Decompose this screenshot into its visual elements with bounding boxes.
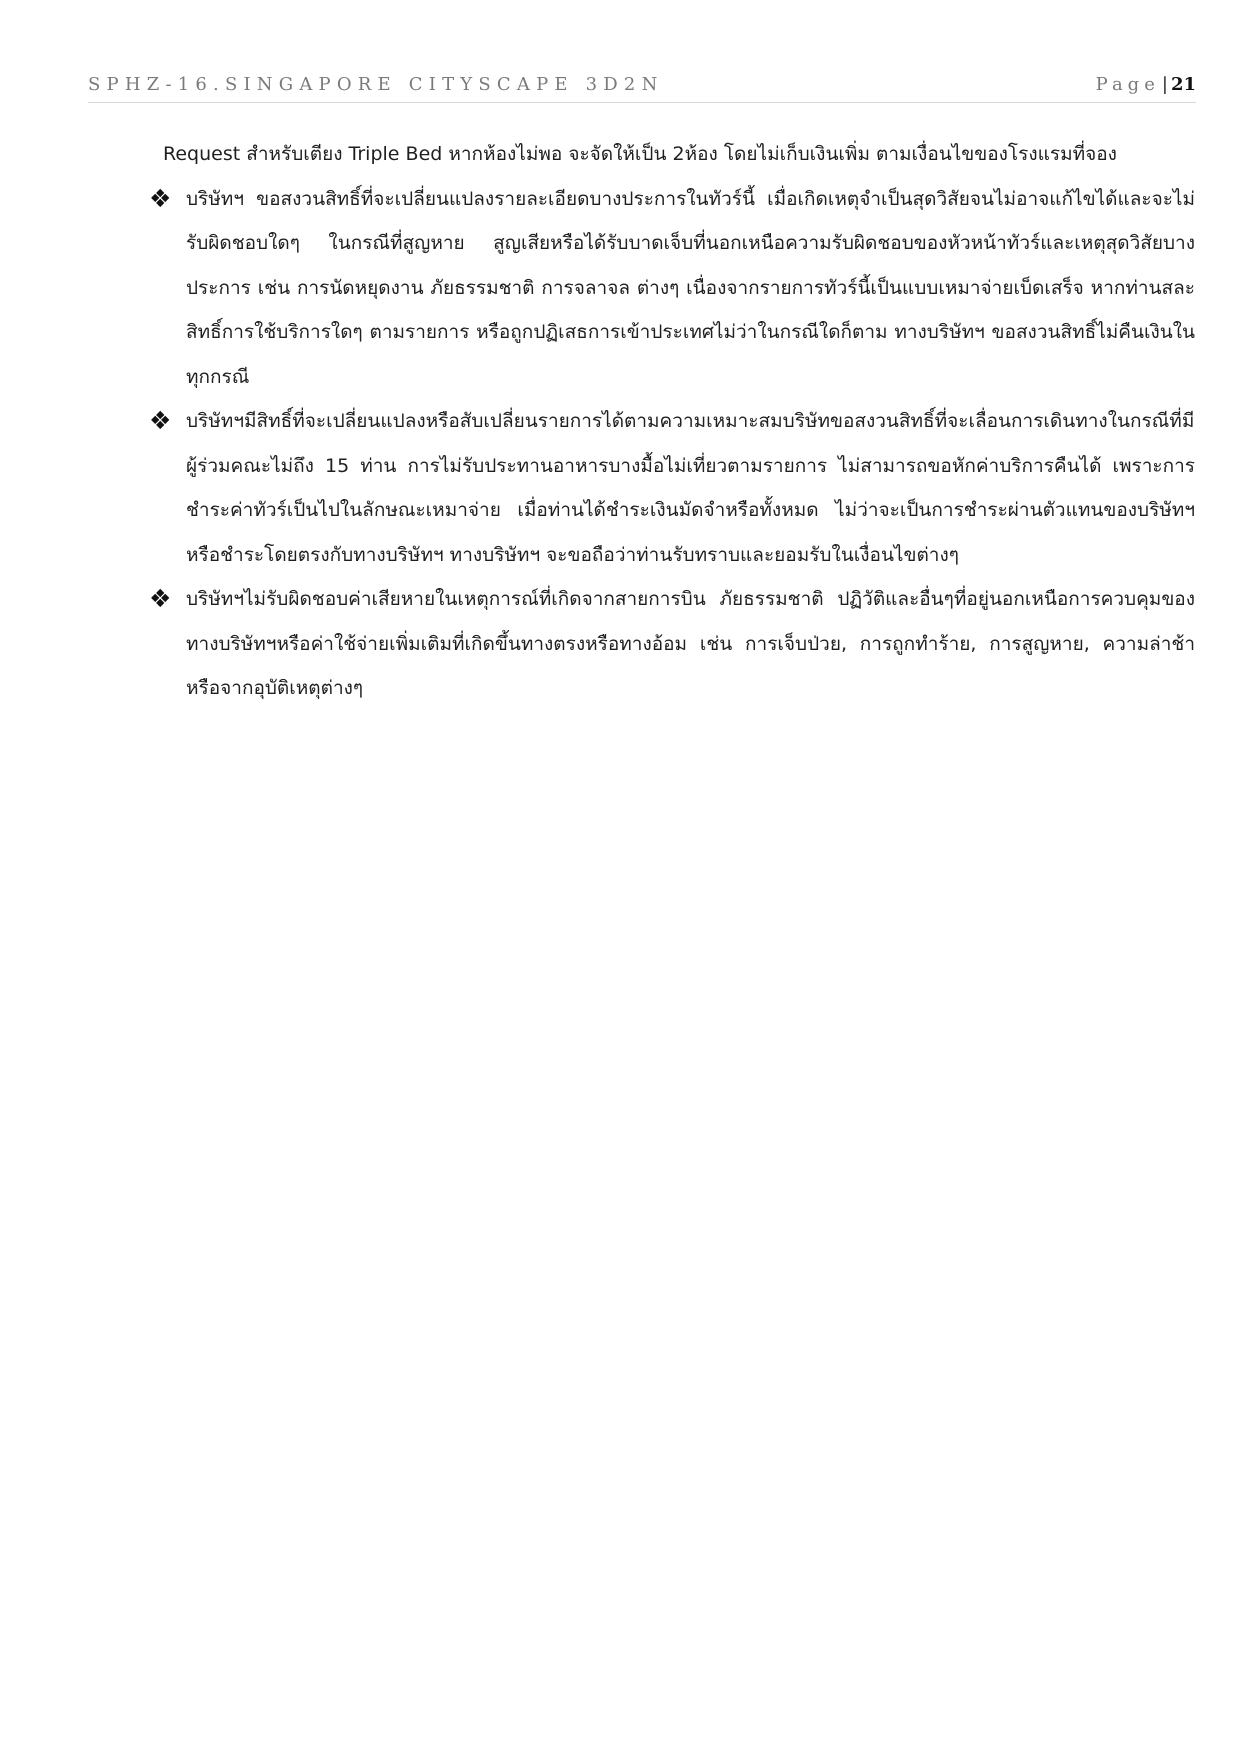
list-item-text: บริษัทฯ ขอสงวนสิทธิ์ที่จะเปลี่ยนแปลงรายละเอียดบางประการในทัวร์นี้ เมื่อเกิดเหตุจำเป็นสุดวิสัยจนไม่อาจแก้ไขได้และจะไม่รับผิดชอบใดๆ ในกรณีที่สูญหาย สูญเสียหรือได้รับบาดเจ็บที่นอกเหนือความรับผิดชอบของหัวหน้าทัวร์และเหตุสุดวิสัยบางประการ เช่น การนัดหยุดงาน ภัยธรรมชาติ การจลาจล ต่างๆ เนื่องจากรายการทัวร์นี้เป็นแบบเหมาจ่ายเบ็ดเสร็จ หากท่านสละสิทธิ์การใช้บริการใดๆ ตามรายการ หรือถูกปฏิเสธการเข้าประเทศไม่ว่าในกรณีใดก็ตาม ทางบริษัทฯ ขอสงวนสิทธิ์ไม่คืนเงินในทุกกรณี <box>186 187 1195 388</box>
page-content <box>149 132 1195 711</box>
list-item <box>149 177 1195 400</box>
diamond-bullet-icon: ❖ <box>149 584 172 613</box>
list-item-text: บริษัทฯมีสิทธิ์ที่จะเปลี่ยนแปลงหรือสับเปลี่ยนรายการได้ตามความเหมาะสมบริษัทขอสงวนสิทธิ์ที่จะเลื่อนการเดินทางในกรณีที่มีผู้ร่วมคณะไม่ถึง 15 ท่าน การไม่รับประทานอาหารบางมื้อไม่เที่ยวตามรายการ ไม่สามารถขอหักค่าบริการคืนได้ เพราะการชำระค่าทัวร์เป็นไปในลักษณะเหมาจ่าย เมื่อท่านได้ชำระเงินมัดจำหรือทั้งหมด ไม่ว่าจะเป็นการชำระผ่านตัวแทนของบริษัทฯ หรือชำระโดยตรงกับทางบริษัทฯ ทางบริษัทฯ จะขอถือว่าท่านรับทราบและยอมรับในเงื่อนไขต่างๆ <box>186 410 1195 566</box>
diamond-bullet-icon: ❖ <box>149 183 172 213</box>
page-indicator <box>1096 74 1196 95</box>
list-item-text: บริษัทฯไม่รับผิดชอบค่าเสียหายในเหตุการณ์ที่เกิดจากสายการบิน ภัยธรรมชาติ ปฏิวัติและอื่นๆที่อยู่นอกเหนือการควบคุมของทางบริษัทฯหรือค่าใช้จ่ายเพิ่มเติมที่เกิดขึ้นทางตรงหรือทางอ้อม เช่น การเจ็บป่วย, การถูกทำร้าย, การสูญหาย, ความล่าช้า หรือจากอุบัติเหตุต่างๆ <box>186 588 1195 699</box>
document-title: SPHZ-16.SINGAPORE CITYSCAPE 3D2N <box>88 74 664 95</box>
list-item <box>149 399 1195 577</box>
page-number: 21 <box>1170 74 1196 95</box>
page-separator: | <box>1161 74 1168 95</box>
list-item <box>149 577 1195 711</box>
page-label: Page <box>1095 74 1160 95</box>
diamond-bullet-icon: ❖ <box>149 406 172 435</box>
page-header <box>88 74 1196 103</box>
intro-paragraph: Request สำหรับเตียง Triple Bed หากห้องไม่พอ จะจัดให้เป็น 2ห้อง โดยไม่เก็บเงินเพิ่ม ตามเงื่อนไขของโรงแรมที่จอง <box>163 143 1117 165</box>
